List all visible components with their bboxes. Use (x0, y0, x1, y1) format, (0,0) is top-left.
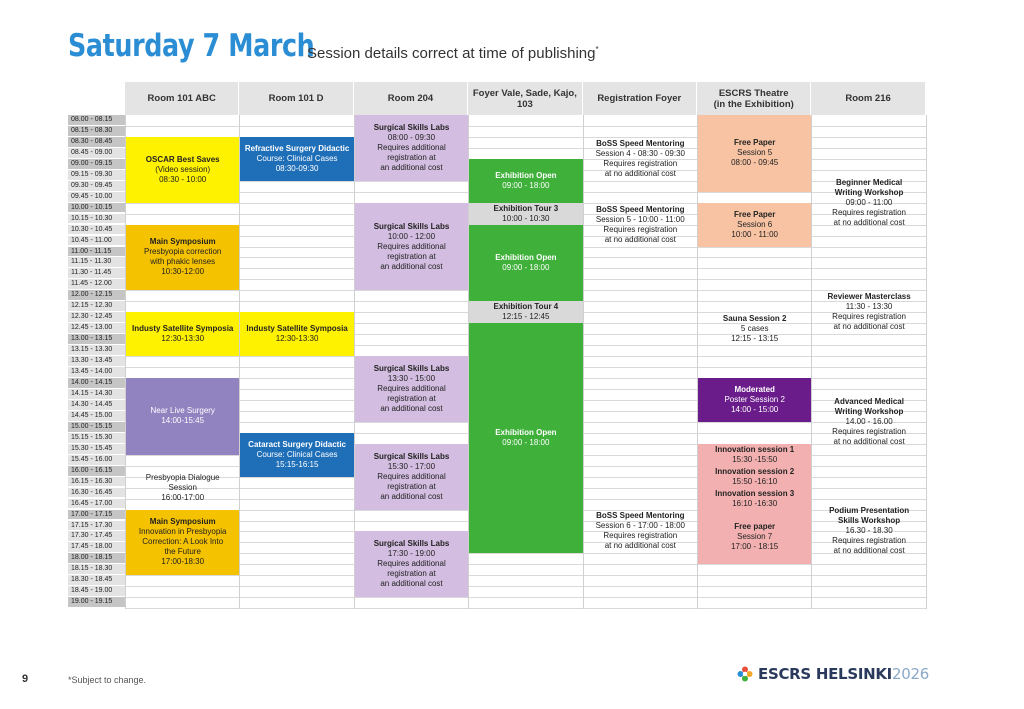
time-slot: 10.30 - 10.45 (68, 225, 125, 236)
subtitle-text: Session details correct at time of publishing (307, 45, 596, 62)
session-cataract-surgery-didactic (240, 433, 353, 477)
time-slot: 18.15 - 18.30 (68, 564, 125, 575)
session-title: Free paper (734, 521, 776, 531)
session-detail: Course: Clinical Cases (256, 153, 338, 163)
session-detail: Requires additional (377, 383, 446, 393)
time-slot: 12.00 - 12.15 (68, 290, 125, 301)
session-detail: Requires additional (377, 142, 446, 152)
session-detail: 10:30-12:00 (161, 267, 205, 277)
session-free-paper (698, 203, 811, 247)
time-slot: 08.30 - 08.45 (68, 137, 125, 148)
session-detail: Correction: A Look Into (142, 537, 224, 547)
session-industy-satellite-symposia (240, 312, 353, 356)
session-title: Exhibition Open (495, 428, 557, 438)
session-title: Cataract Surgery Didactic (248, 439, 346, 449)
session-detail: 16.30 - 18.30 (845, 526, 893, 536)
session-detail: the Future (164, 547, 201, 557)
session-surgical-skills-labs (355, 203, 468, 291)
time-slot: 15.30 - 15.45 (68, 444, 125, 455)
session-detail: 16:00-17:00 (161, 492, 205, 502)
session-detail: at no additional cost (833, 217, 905, 227)
session-detail: an additional cost (380, 491, 443, 501)
time-slot: 13.15 - 13.30 (68, 345, 125, 356)
session-detail: Session 5 (737, 148, 773, 158)
session-title: Beginner Medical Writing Workshop (834, 177, 904, 197)
time-slot: 08.15 - 08.30 (68, 126, 125, 137)
session-detail: Presbyopia Dialogue (145, 472, 220, 482)
session-detail: at no additional cost (604, 168, 676, 178)
session-detail: Course: Clinical Cases (256, 449, 338, 459)
session-detail: 5 cases (740, 323, 769, 333)
session-detail: 08:00 - 09:45 (731, 158, 779, 168)
session-boss-speed-mentoring (584, 137, 697, 181)
session-exhibition-open (469, 323, 582, 553)
time-slot: 13.00 - 13.15 (68, 334, 125, 345)
session-title: Innovation session 3 (715, 488, 795, 498)
time-slot: 18.00 - 18.15 (68, 553, 125, 564)
logo-text (758, 665, 929, 683)
time-slot: 13.30 - 13.45 (68, 356, 125, 367)
row-divider (125, 564, 926, 565)
time-slot: 15.45 - 16.00 (68, 455, 125, 466)
session-detail: an additional cost (380, 579, 443, 589)
session-detail: 14:00 - 15:00 (731, 404, 779, 414)
session-detail: Requires registration (832, 207, 906, 217)
time-slot: 11.30 - 11.45 (68, 268, 125, 279)
session-title: Exhibition Tour 4 (493, 302, 559, 312)
time-slot: 11.45 - 12.00 (68, 279, 125, 290)
session-detail: 10:00 - 10:30 (502, 213, 550, 223)
session-detail: Near Live Surgery (150, 406, 215, 416)
session-near-live-surgery (126, 378, 239, 455)
subtitle-asterisk: * (595, 45, 599, 54)
session-detail: 08:30 - 10:00 (159, 174, 207, 184)
session-title: Podium Presentation Skills Workshop (829, 506, 910, 526)
column-header-room-204: Room 204 (354, 82, 468, 115)
session-title: Free Paper (734, 209, 776, 219)
row-divider (125, 575, 926, 576)
session-innovation-session-2 (698, 466, 811, 488)
session-detail: with phakic lenses (150, 257, 216, 267)
time-slot: 12.45 - 13.00 (68, 323, 125, 334)
session-surgical-skills-labs (355, 356, 468, 422)
session-detail: 15:50 -16:10 (732, 476, 778, 486)
row-divider (125, 608, 926, 609)
session-detail: Presbyopia correction (144, 247, 222, 257)
session-detail: an additional cost (380, 261, 443, 271)
page-number: 9 (22, 673, 29, 685)
session-detail: 15:15-16:15 (275, 459, 319, 469)
time-header (68, 82, 125, 115)
session-detail: 16:10 -16:30 (732, 498, 778, 508)
escrs-helsinki-logo (737, 665, 929, 683)
time-slot: 10.45 - 11.00 (68, 236, 125, 247)
session-exhibition-open (469, 225, 582, 302)
logo-city: HELSINKI (815, 665, 892, 683)
session-detail: (Video session) (155, 164, 211, 174)
session-detail: Session 5 - 10:00 - 11:00 (595, 214, 685, 224)
session-detail: Innovation in Presbyopia (138, 527, 227, 537)
time-slot: 16.00 - 16.15 (68, 466, 125, 477)
session-title: Main Symposium (149, 517, 216, 527)
time-slot: 09.00 - 09.15 (68, 159, 125, 170)
session-detail: an additional cost (380, 403, 443, 413)
session-detail: Requires additional (377, 559, 446, 569)
session-detail: at no additional cost (833, 322, 905, 332)
session-detail: 10:00 - 11:00 (731, 229, 778, 239)
time-slot: 08.00 - 08.15 (68, 115, 125, 126)
column-header-room-216: Room 216 (811, 82, 925, 115)
session-boss-speed-mentoring (584, 510, 697, 554)
session-presbyopia-dialogue (126, 466, 239, 510)
time-slot: 16.45 - 17.00 (68, 499, 125, 510)
escrs-flower-icon (737, 666, 753, 682)
session-beginner-medical-writing-workshop (812, 159, 925, 247)
session-title: Refractive Surgery Didactic (244, 143, 350, 153)
session-innovation-session-1 (698, 444, 811, 466)
session-title: Surgical Skills Labs (373, 122, 450, 132)
session-industy-satellite-symposia (126, 312, 239, 356)
session-detail: 12:30-13:30 (275, 334, 319, 344)
time-slot: 13.45 - 14.00 (68, 367, 125, 378)
session-detail: at no additional cost (833, 546, 905, 556)
session-detail: 15:30 -15:50 (732, 454, 778, 464)
time-slot: 17.30 - 17.45 (68, 531, 125, 542)
session-title: Industy Satellite Symposia (246, 324, 348, 334)
time-slot: 12.15 - 12.30 (68, 301, 125, 312)
schedule-table (68, 82, 926, 609)
session-detail: Requires registration (603, 531, 678, 541)
time-slot: 19.00 - 19.15 (68, 597, 125, 608)
session-detail: registration at (387, 152, 436, 162)
session-detail: at no additional cost (604, 234, 676, 244)
session-detail: Requires registration (603, 158, 678, 168)
session-detail: Requires registration (832, 536, 906, 546)
time-slot: 14.15 - 14.30 (68, 389, 125, 400)
time-slot: 09.15 - 09.30 (68, 170, 125, 181)
session-detail: 15:30 - 17:00 (387, 461, 436, 471)
column-header-registration-foyer: Registration Foyer (583, 82, 697, 115)
session-surgical-skills-labs (355, 444, 468, 510)
column-divider (239, 115, 240, 609)
session-detail: Requires registration (832, 426, 906, 436)
session-detail: 17:30 - 19:00 (387, 549, 436, 559)
time-slot: 12.30 - 12.45 (68, 312, 125, 323)
session-title: Surgical Skills Labs (373, 451, 450, 461)
session-detail: registration at (387, 393, 436, 403)
session-detail: Session 7 (737, 531, 773, 541)
footnote: *Subject to change. (68, 675, 147, 685)
session-reviewer-masterclass (812, 268, 925, 356)
session-detail: Requires registration (603, 224, 678, 234)
session-title: Sauna Session 2 (722, 313, 787, 323)
time-slot: 16.15 - 16.30 (68, 477, 125, 488)
session-surgical-skills-labs (355, 115, 468, 181)
page-title: Saturday 7 March (68, 28, 315, 64)
time-slot: 15.00 - 15.15 (68, 422, 125, 433)
time-slot: 15.15 - 15.30 (68, 433, 125, 444)
session-detail: an additional cost (380, 162, 443, 172)
session-detail: Requires additional (377, 241, 446, 251)
session-exhibition-open (469, 159, 582, 203)
session-title: Innovation session 2 (715, 466, 795, 476)
time-slot: 14.00 - 14.15 (68, 378, 125, 389)
session-detail: 10:00 - 12:00 (387, 231, 436, 241)
session-title: Exhibition Open (495, 252, 557, 262)
session-title: Surgical Skills Labs (373, 539, 450, 549)
time-slot: 11.15 - 11.30 (68, 257, 125, 268)
row-divider (125, 597, 926, 598)
session-refractive-surgery-didactic (240, 137, 353, 181)
column-divider (926, 115, 927, 609)
session-title: Free Paper (734, 138, 776, 148)
session-oscar-best-saves (126, 137, 239, 203)
session-detail: 14.00 - 16.00 (845, 416, 893, 426)
time-slot: 17.00 - 17.15 (68, 510, 125, 521)
session-detail: 17:00 - 18:15 (731, 541, 779, 551)
time-slot: 08.45 - 09.00 (68, 148, 125, 159)
time-slot: 10.15 - 10.30 (68, 214, 125, 225)
session-surgical-skills-labs (355, 531, 468, 597)
session-title: BoSS Speed Mentoring (596, 204, 685, 214)
column-header-room-101-abc: Room 101 ABC (125, 82, 239, 115)
column-header-room-101-d: Room 101 D (239, 82, 353, 115)
session-detail: 09:00 - 18:00 (502, 438, 550, 448)
session-title: BoSS Speed Mentoring (596, 138, 685, 148)
time-slot: 14.30 - 14.45 (68, 400, 125, 411)
session-title: Advanced Medical Writing Workshop (834, 396, 904, 416)
session-detail: 08:00 - 09:30 (387, 132, 436, 142)
session-detail: 14:00-15:45 (161, 416, 205, 426)
session-title: Reviewer Masterclass (827, 292, 911, 302)
session-title: Innovation session 1 (715, 444, 795, 454)
session-advanced-medical-writing-workshop (812, 378, 925, 466)
row-divider (125, 586, 926, 587)
session-sauna-session-2 (698, 301, 811, 356)
session-title: Industy Satellite Symposia (132, 324, 234, 334)
session-title: Surgical Skills Labs (373, 363, 450, 373)
session-moderated (698, 378, 811, 422)
session-free-paper (698, 510, 811, 565)
session-title: Exhibition Tour 3 (493, 203, 559, 213)
column-header-foyer-vale-sade-kajo-103: Foyer Vale, Sade, Kajo, 103 (468, 82, 582, 115)
logo-brand: ESCRS (758, 665, 811, 683)
session-detail: 09:00 - 11:00 (845, 197, 893, 207)
session-detail: Session 4 - 08:30 - 09:30 (595, 148, 685, 158)
session-detail: Requires registration (832, 312, 906, 322)
time-slot: 18.30 - 18.45 (68, 575, 125, 586)
time-slot: 09.45 - 10.00 (68, 192, 125, 203)
session-detail: 13:30 - 15:00 (387, 373, 436, 383)
session-main-symposium (126, 510, 239, 576)
time-slot: 17.15 - 17.30 (68, 521, 125, 532)
session-detail: 09:00 - 18:00 (502, 262, 550, 272)
session-detail: 12:15 - 13:15 (731, 333, 779, 343)
session-detail: at no additional cost (604, 541, 676, 551)
session-detail: Requires additional (377, 471, 446, 481)
session-main-symposium (126, 225, 239, 291)
session-boss-speed-mentoring (584, 203, 697, 247)
session-detail: 12:15 - 12:45 (502, 312, 550, 322)
session-detail: registration at (387, 251, 436, 261)
session-exhibition-tour-4 (469, 301, 582, 323)
time-slot: 11.00 - 11.15 (68, 247, 125, 258)
session-detail: Session 6 (737, 219, 773, 229)
session-detail: at no additional cost (833, 436, 905, 446)
session-podium-presentation-skills-workshop (812, 488, 925, 576)
page-subtitle (307, 45, 599, 62)
session-detail: Session (168, 482, 197, 492)
session-title: Main Symposium (149, 237, 216, 247)
session-detail: registration at (387, 569, 436, 579)
session-title: BoSS Speed Mentoring (596, 511, 685, 521)
session-title: Exhibition Open (495, 170, 557, 180)
time-slot: 14.45 - 15.00 (68, 411, 125, 422)
session-title: OSCAR Best Saves (145, 154, 220, 164)
time-slot: 18.45 - 19.00 (68, 586, 125, 597)
session-detail: registration at (387, 481, 436, 491)
session-innovation-session-3 (698, 488, 811, 510)
session-title: Moderated (734, 384, 775, 394)
session-title: Surgical Skills Labs (373, 221, 450, 231)
column-header-escrs-theatre-in-the-exhibition: ESCRS Theatre (in the Exhibition) (697, 82, 811, 115)
session-detail: 12:30-13:30 (161, 334, 205, 344)
time-slot: 10.00 - 10.15 (68, 203, 125, 214)
session-detail: 09:00 - 18:00 (502, 180, 550, 190)
session-detail: Poster Session 2 (724, 394, 785, 404)
session-free-paper (698, 115, 811, 192)
session-exhibition-tour-3 (469, 203, 582, 225)
session-detail: 08:30-09:30 (275, 163, 319, 173)
logo-year: 2026 (891, 665, 929, 683)
time-slot: 16.30 - 16.45 (68, 488, 125, 499)
session-detail: Session 6 - 17:00 - 18:00 (595, 521, 685, 531)
time-slot: 17.45 - 18.00 (68, 542, 125, 553)
time-slot: 09.30 - 09.45 (68, 181, 125, 192)
session-detail: 17:00-18:30 (161, 557, 205, 567)
session-detail: 11:30 - 13:30 (845, 302, 893, 312)
